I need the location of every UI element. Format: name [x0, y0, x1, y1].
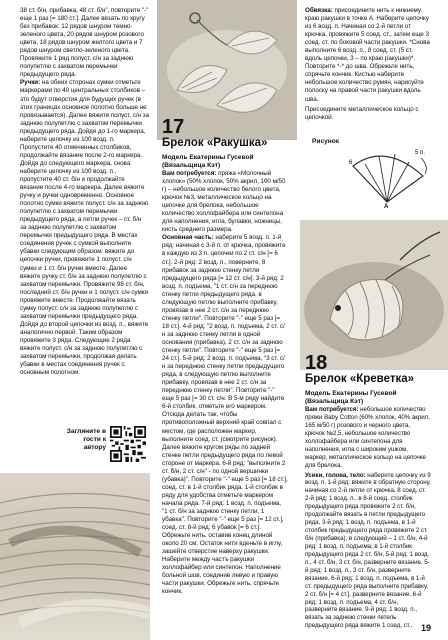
paragraph-label: Усики, голова, тело:	[305, 471, 366, 479]
figure-label: Рисунок	[312, 138, 340, 145]
section-author: Модель Екатерины Гусевой (Вязальщица Кэт)	[162, 154, 254, 170]
bag-photo	[0, 473, 150, 640]
paragraph	[20, 79, 149, 377]
page-number: 19	[420, 623, 431, 633]
paragraph-label: Вам потребуется:	[162, 170, 217, 177]
paragraph-label: Обвязка:	[305, 7, 333, 14]
paragraph: 38 ст. б/н, прибавка, 48 ст. б/н", повторите "-" еще 1 раз [= 180 ст.]. Далее вязать по кругу без прибавок: 12 рядов шнуром темно-зеленого цвета, 20 рядов шнуром розового цвета, 18 рядов шнуром желтого цвета и 7 рядов шнуром светло-зеленого цвета. Провяжите 1 ряд полуст. с/н за заднюю полупетлю с захватом перемычки предыдущего ряда.	[20, 7, 149, 79]
section-label: Ручки:	[20, 79, 41, 87]
paragraph	[162, 170, 288, 234]
shrimp-keychain-photo	[300, 220, 448, 370]
section-number: 17	[162, 116, 185, 138]
section-title: Брелок «Ракушка»	[162, 137, 268, 149]
paragraph	[305, 106, 431, 122]
diagram-label: А	[384, 204, 389, 208]
paragraph-label: Основная часть:	[162, 234, 214, 242]
right-column-top	[305, 7, 431, 122]
section-author: Модель Екатерины Гусевой (Вязальщица Кэт)	[305, 390, 397, 406]
paragraph-label: Вам потребуется:	[305, 406, 359, 413]
paragraph-text: наберите 5 возд. п. 1-й ряд: начиная с 3-й п. от крючка, провяжите в каждую из 3 п. цепочки по 2 ст. с/н [= 6 ст.]. 2-й ряд: 2 возд. п., поверните, 8 прибавок за заднюю стенку петли предыдущего ряда [= 12 ст. с/н]. 3-й ряд: 2 возд. п. подъема, "1 ст. с/н за переднюю стенку петли предыдущего ряда, в следующую петлю выполните прибавку, провязав в нее 2 ст. с/н за переднюю стенку петли". Повторите "-" еще 5 раз [= 18 ст.]. 4-й ряд: "2 возд. п. подъема, 2 ст. с/н за заднюю стенку петли в одной основания (прибавка), 2 ст. с/н за заднюю стенку петли". Повторите "-" еще 5 раз [= 24 ст.]. 5-й ряд: 2 возд. п. подъема, "3 ст. с/н за переднюю стенку петли предыдущего ряда, в следующую петлю выполните прибавку, провязав в нее 2 ст. с/н за переднюю стенку петли". Повторите "-" еще 5 раз [= 30 ст. с/н. В 5-м ряду найдите 6-й столбик, отметьте его маркером. Отсюда делать так, чтобы противоположный верхний край совпал с местом, где расположен маркер, выполните соед. ст. (смотрите рисунок). Далее вяжите кругом ряды по задней стенке петли предыдущего ряда по левой стороне от маркера. 6-й ряд: "выполните 2 ст. б/н, 2 ст. с/н" - по одной вершинки (убавка)". Повторите "-" еще 5 раз [= 18 ст.], соед. ст. в 1-й столбик ряда. 1-й столбик в ряду для удобства отметьте маркером начала ряда. 7-й ряд: 1 возд. п. подъема, "1 ст. б/н за заднюю стенку петли, 1 убавка". Повторите "-" еще 5 раз [= 12 ст.], соед. ст. 8-й ряд: 6 убавок [= 6 ст.]. Обрежьте нить, оставив конец длиной около 20 см. Остаток нити вденьте в иглу, зашейте отверстие наверху ракушки. Наберите между частъ ракушки холлофайбер или синтепон. Наполнение больной шов, соединив левую и правую части ракушки. Обрежьте нить, спрячьте кончик.	[162, 234, 288, 596]
section-17-body	[162, 170, 288, 596]
paragraph	[305, 406, 431, 470]
section-title: Брелок «Креветка»	[305, 373, 414, 385]
shell-diagram	[335, 146, 435, 208]
paragraph	[305, 472, 431, 631]
left-column	[20, 7, 149, 377]
diagram-label: 5 п.	[415, 150, 425, 156]
paragraph	[162, 234, 288, 596]
section-number: 18	[305, 352, 328, 374]
diagram-label: 6	[349, 160, 353, 166]
paragraph-text: пряжа «Молочный хлопок» (50% хлопок, 50% акрил, 100 м/50 г) – небольшое количество белого цвета, крючок №3, металлическое кольцо на цепочке для брелока, небольшое количество холлофайбера или синтепона для наполнения, игла, булавки, ножницы, кисть среднего размера.	[162, 170, 286, 234]
qr-caption: Загляните в гости к автору	[66, 428, 106, 451]
paragraph-text: наберите цепочку из 9 возд. п. 1-й ряд: вяжите в обратную сторону, начиная со 2-й петли от крючка, 8 соед. ст. 2-й ряд: 1 возд. п., в 8-й соед. столбик предыдущего ряда провяжите 2 ст. б/н, продолжайте вязать в петли предыдущего ряда, 3-й ряд: 1 возд. п. подъема, в 1-й столбик предыдущего ряда провяжите 2 ст. б/н (прибавка), в следующий – 1 ст. б/н, 4-й ряд: 1 возд. п. подъема, в 1-й столбик предыдущего ряда 2 ст. б/н, 5-й ряд: 1 возд. п., 4 ст. б/н, 3 ст. б/н, разверните вязание. 5-й ряд: 1 возд. п., 3 ст. б/н, разверните вязание. 6-й ряд: 1 возд. п. подъема, в 1-й ст. предыдущего ряда выполните прибавку, 2 ст. б/н [= 4 ст.], разверните вязание. 6-й ряд: 1 возд. п. подъема, 4 ст. б/н, разверните вязание. 9-й ряд: 1 возд. п., вязать за заднюю стенки петель предыдущего ряда вяжите 1 соед. ст.,	[305, 471, 431, 630]
paragraph-text: Присоедините металлическое кольцо с цепочкой.	[305, 105, 419, 121]
section-18-body	[305, 406, 431, 630]
paragraph-text: присоедините нить к нижнему краю ракушки в точке А. Наберите цепочку из 6 возд. п. Начиная со 2-й петли от крючка, провяжите 5 соед. ст., затем еще 3 соед. ст. по боковой части ракушки. *Снова выполните 6 возд. п., 8 соед. ст. (5 ст. вдоль цепочки, 3 – по краю ракушки)*. Повторите *-* до шва. Обрежьте нить, спрячьте кончик. Кистью наберите небольшое количество румян, нарисуйте полоску на правой части ракушки вдоль шва.	[305, 7, 430, 103]
paragraph-text: небольшое количество пряжи Baby Cotton (60% хлопок, 40% акрил, 165 м/50 г) розового и черного цвета, крючок №2,5, небольшое количество холлофайбера или синтепона для наполнения, игла с широким ушком, маркер, металлическое кольцо на цепочке для брелока.	[305, 406, 430, 469]
qr-code-icon[interactable]	[110, 426, 146, 462]
paragraph-text: на обеих сторонах сумки отметьте маркерами по 40 центральных столбиков – это будут отверстия для будущих ручек (в этих границах основное полотно больше не провязывается). Далее вяжите полуст. с/н за заднюю полупетлю с захватом перемычки предыдущего ряда. Дойдя до 1-го маркера, наберите цепочку из 100 возд. п. Пропустите 40 отмеченных столбиков, продолжайте вязание после 2-го маркера. Дойдя до следующего маркера, снова наберите цепочку из 100 возд. п., пропустите 40 ст. б/н и продолжайте вязание после 4-го маркера. Далее вяжите ручку и ручки одновременно. Основное полотно сумки вяжите полуст. с/н за заднюю полупетлю с захватом перемычки предыдущего ряда, а петли ручек – ст. б/н за заднюю полупетлю с захватом перемычки предыдущего ряда. В местах соединения ручек с сумкой выполните убавки следующим образом: вяжите до цепочки ручки, провяжите 1 полуст. с/н сумки и 1 ст. б/н ручки вместе. Далее вяжите ручку ст. б/н за заднюю полупетлю с захватом перемычки. Провяжите 98 ст. б/н, последний ст. б/н ручки и 1 полуст. с/н сумки провяжите вместе. Продолжайте вязать сумку полуст. с/н за заднюю полупетлю с захватом перемычки предыдущего ряда. Дойдя до второй цепочки из возд. п., вяжите аналогично первой. Таким образом провяжите 3 ряда. Следующие 2 ряда вяжите полуст. с/н за заднюю полупетлю с захватом перемычки, продолжая делать убавки в местах соединения ручек с основным полотном.	[20, 79, 149, 377]
paragraph	[305, 7, 431, 104]
